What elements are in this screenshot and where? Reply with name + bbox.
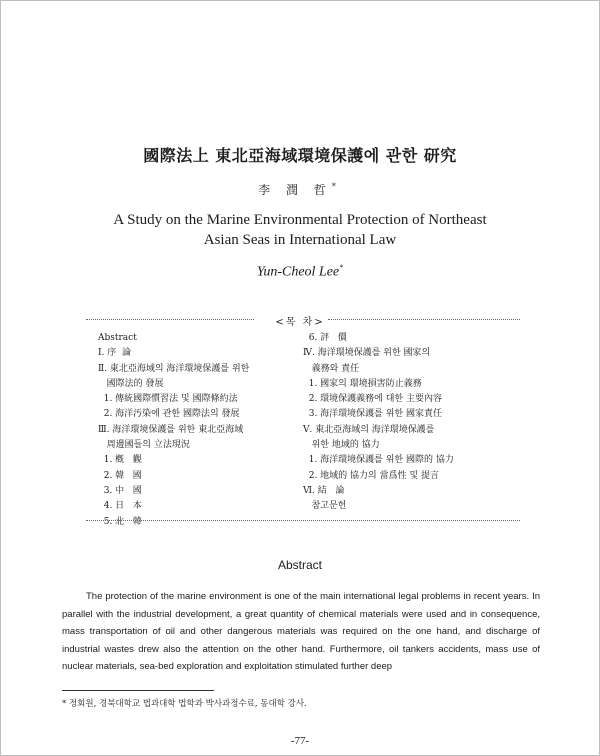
- toc-item: 3. 中 國: [98, 485, 142, 496]
- author-english: [0, 263, 600, 281]
- page-number: -77-: [290, 735, 310, 747]
- author-english-name: Yun-Cheol Lee: [256, 264, 340, 280]
- toc-item: 1. 傳統國際慣習法 및 國際條約法: [98, 394, 238, 405]
- toc-item: 5. 北 韓: [98, 516, 142, 527]
- toc-item: Ⅱ. 東北亞海域의 海洋環境保護를 위한: [98, 363, 250, 374]
- toc-item: 2. 海洋汚染에 관한 國際法의 發展: [98, 409, 240, 420]
- paper-title-english: [60, 210, 540, 250]
- author-korean-name: 李 潤 哲: [258, 183, 332, 197]
- toc-divider-right: [328, 319, 520, 320]
- toc-item: 참고문헌: [303, 501, 347, 512]
- toc-header: <목 차>: [275, 317, 325, 328]
- toc-item: 1. 海洋環境保護를 위한 國際的 協力: [303, 455, 454, 466]
- footnote-rule: [62, 690, 214, 691]
- toc-item: Ⅴ. 東北亞海域의 海洋環境保護를: [303, 424, 435, 435]
- toc-item: 2. 環境保護義務에 대한 主要內容: [303, 394, 442, 405]
- paper-title-english-line2: Asian Seas in International Law: [203, 232, 397, 248]
- abstract-heading: Abstract: [277, 558, 322, 572]
- toc-divider-bottom: [86, 520, 520, 521]
- toc-item: 4. 日 本: [98, 501, 142, 512]
- abstract-paragraph: The protection of the marine environment is one of the main international legal problems in recent years. In parallel with the industrial development, a great quantity of chemical materials were used and in consequence, mass transportation of oil and other dangerous materials was required on the one hand, and discharge of industrial wastes drew also the attention on the other hand. Furthermore, oil tankers accidents, mass use of nuclear materials, sea-bed exploration and exploitation stimulated further deep: [62, 591, 540, 672]
- author-korean-mark: *: [331, 182, 342, 191]
- toc-item: 1. 槪 觀: [98, 455, 142, 466]
- toc-item: Abstract: [98, 333, 137, 343]
- paper-title-english-line1: A Study on the Marine Environmental Protection of Northeast: [113, 212, 487, 228]
- toc-item: 周邊國들의 立法現況: [98, 440, 190, 451]
- toc-item: 3. 海洋環境保護를 위한 國家責任: [303, 409, 442, 420]
- author-english-mark: *: [339, 263, 344, 272]
- author-footnote: * 정회원, 경북대학교 법과대학 법학과 박사과정수료, 동대학 강사.: [62, 699, 307, 709]
- toc-right-column: [303, 331, 523, 515]
- toc-item: 國際法的 發展: [98, 378, 164, 389]
- toc-item: 1. 國家의 環境損害防止義務: [303, 378, 422, 389]
- toc-item: 2. 地域的 協力의 當爲性 및 提言: [303, 470, 440, 481]
- toc-item: Ⅰ. 序 論: [98, 348, 131, 359]
- toc-left-column: [98, 331, 298, 530]
- toc-item: 위한 地域的 協力: [303, 440, 380, 451]
- toc-item: Ⅲ. 海洋環境保護를 위한 東北亞海域: [98, 424, 244, 435]
- author-korean: [0, 181, 600, 198]
- paper-title-korean: 國際法上 東北亞海域環境保護에 관한 研究: [143, 146, 457, 165]
- abstract-body: [62, 588, 540, 676]
- toc-item: 義務와 責任: [303, 363, 360, 374]
- toc-item: Ⅵ. 結 論: [303, 485, 345, 496]
- toc-item: Ⅳ. 海洋環境保護를 위한 國家의: [303, 348, 431, 359]
- toc-item: 6. 評 價: [303, 333, 347, 343]
- toc-item: 2. 韓 國: [98, 470, 142, 481]
